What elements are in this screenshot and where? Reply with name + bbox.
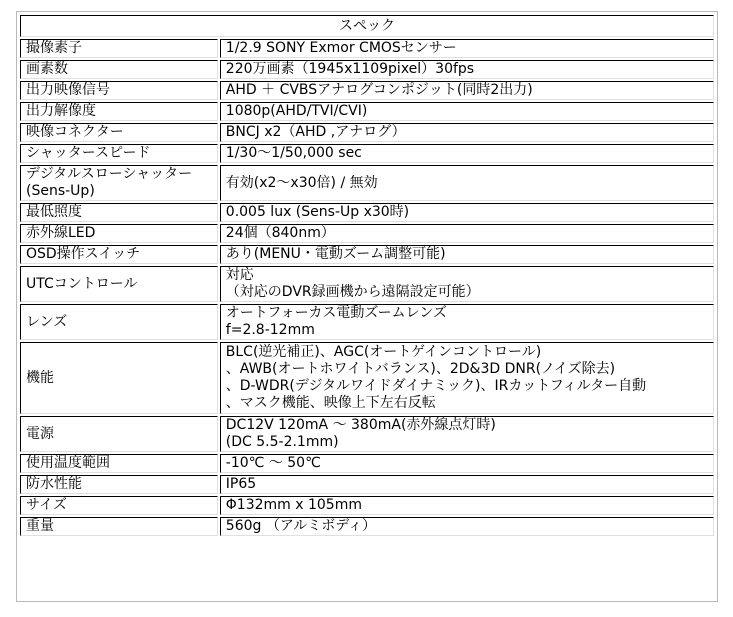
spec-row-value: [220, 496, 714, 515]
spec-row-label: [20, 123, 218, 142]
spec-row-value: [220, 102, 714, 121]
spec-row: [20, 454, 714, 473]
spec-row: [20, 342, 714, 414]
spec-row: [20, 203, 714, 222]
spec-label-line: 電源: [26, 425, 54, 442]
spec-row-label: [20, 81, 218, 100]
spec-value-line: 対応: [225, 267, 254, 283]
spec-row-value: [220, 39, 714, 58]
spec-label-line: 赤外線LED: [26, 225, 96, 241]
spec-label-line: UTCコントロール: [26, 275, 138, 292]
spec-value-line: （対応のDVR録画機から遠隔設定可能）: [225, 284, 480, 300]
spec-value-line: Φ132mm x 105mm: [225, 497, 362, 513]
spec-label-line: レンズ: [26, 313, 68, 330]
spec-label-line: 最低照度: [26, 204, 82, 220]
spec-value-line: BNCJ x2（AHD ,アナログ）: [225, 124, 406, 140]
spec-row: [20, 39, 714, 58]
spec-value-line: 0.005 lux (Sens-Up x30時): [225, 204, 410, 220]
spec-value-line: 1/30～1/50,000 sec: [225, 145, 362, 161]
spec-row-label: [20, 203, 218, 222]
spec-label-line: デジタルスローシャッター: [26, 166, 193, 182]
spec-row-label: [20, 39, 218, 58]
spec-row-label: [20, 245, 218, 264]
spec-row-value: [220, 165, 714, 201]
spec-value-line: オートフォーカス電動ズームレンズ: [225, 305, 447, 321]
spec-row: [20, 224, 714, 243]
spec-label-line: サイズ: [26, 497, 67, 513]
spec-label-line: 出力解像度: [26, 103, 96, 119]
spec-value-line: 、AWB(オートホワイトバランス)、2D&3D DNR(ノイズ除去): [225, 361, 616, 377]
spec-value-line: -10℃ ～ 50℃: [225, 455, 321, 471]
spec-row-label: [20, 304, 218, 340]
spec-value-line: 24個（840nm）: [225, 225, 335, 241]
spec-table-header-row: [20, 15, 714, 37]
spec-label-line: 防水性能: [26, 476, 82, 492]
spec-row-label: [20, 517, 218, 536]
spec-label-line: 出力映像信号: [26, 82, 110, 98]
spec-value-line: あり(MENU・電動ズーム調整可能): [225, 246, 446, 262]
spec-row-label: [20, 165, 218, 201]
spec-row-label: [20, 144, 218, 163]
spec-row-value: [220, 144, 714, 163]
spec-label-line: OSD操作スイッチ: [26, 246, 141, 262]
spec-row-value: [220, 224, 714, 243]
spec-row: [20, 123, 714, 142]
spec-row-value: [220, 81, 714, 100]
spec-row: [20, 165, 714, 201]
spec-row: [20, 144, 714, 163]
spec-value-line: 560g （アルミボディ）: [225, 518, 377, 534]
spec-value-line: 有効(x2～x30倍) / 無効: [225, 174, 378, 191]
spec-row-label: [20, 224, 218, 243]
spec-row-value: [220, 266, 714, 302]
spec-row-label: [20, 266, 218, 302]
spec-row: [20, 81, 714, 100]
spec-label-line: シャッタースピード: [26, 145, 151, 161]
spec-label-line: 撮像素子: [26, 40, 82, 56]
spec-value-line: BLC(逆光補正)、AGC(オートゲインコントロール): [225, 344, 542, 360]
spec-row: [20, 517, 714, 536]
spec-value-line: (DC 5.5-2.1mm): [225, 434, 339, 450]
spec-value-line: 1080p(AHD/TVI/CVI): [225, 103, 368, 119]
spec-value-line: 1/2.9 SONY Exmor CMOSセンサー: [225, 40, 457, 56]
spec-value-line: 、マスク機能、映像上下左右反転: [225, 395, 436, 411]
spec-row: [20, 304, 714, 340]
spec-table-body: [20, 39, 714, 536]
spec-value-line: 、D-WDR(デジタルワイドダイナミック)、IRカットフィルター自動: [225, 378, 647, 394]
spec-row-value: [220, 203, 714, 222]
spec-table-title: スペック: [20, 15, 714, 37]
spec-row-value: [220, 123, 714, 142]
spec-row-label: [20, 496, 218, 515]
spec-row-value: [220, 304, 714, 340]
spec-label-line: 使用温度範囲: [26, 455, 110, 471]
spec-value-line: AHD ＋ CVBSアナログコンポジット(同時2出力): [225, 82, 533, 98]
spec-row-label: [20, 475, 218, 494]
spec-value-line: 220万画素（1945x1109pixel）30fps: [225, 61, 475, 77]
spec-row: [20, 416, 714, 452]
spec-row-value: [220, 475, 714, 494]
spec-row: [20, 102, 714, 121]
spec-row: [20, 475, 714, 494]
spec-table: [18, 13, 716, 538]
spec-row-value: [220, 245, 714, 264]
spec-row-value: [220, 517, 714, 536]
spec-row-label: [20, 60, 218, 79]
spec-row-value: [220, 416, 714, 452]
spec-row-value: [220, 342, 714, 414]
spec-value-line: IP65: [225, 476, 257, 492]
spec-label-line: (Sens-Up): [26, 183, 95, 199]
spec-row-label: [20, 416, 218, 452]
spec-label-line: 重量: [26, 518, 54, 534]
spec-label-line: 機能: [26, 369, 54, 386]
spec-row-value: [220, 60, 714, 79]
spec-row-label: [20, 454, 218, 473]
spec-row: [20, 266, 714, 302]
spec-row: [20, 496, 714, 515]
spec-row-label: [20, 342, 218, 414]
spec-row: [20, 60, 714, 79]
spec-row-label: [20, 102, 218, 121]
spec-row: [20, 245, 714, 264]
spec-row-value: [220, 454, 714, 473]
spec-value-line: f=2.8-12mm: [225, 322, 315, 338]
spec-label-line: 映像コネクター: [26, 124, 124, 140]
spec-value-line: DC12V 120mA ～ 380mA(赤外線点灯時): [225, 417, 496, 433]
spec-label-line: 画素数: [26, 61, 68, 77]
